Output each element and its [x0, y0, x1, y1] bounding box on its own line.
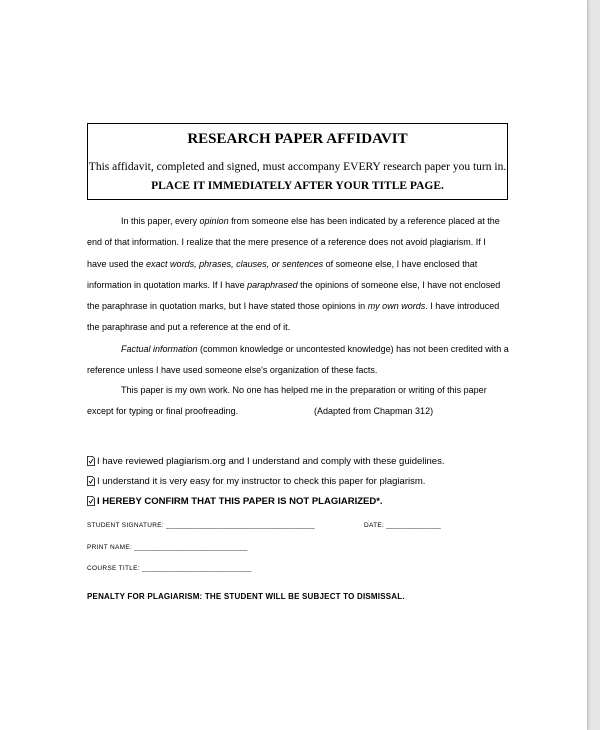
source-citation: (Adapted from Chapman 312) — [314, 406, 434, 416]
para1-line1: In this paper, every opinion from someone else has been indicated by a reference placed at the — [121, 216, 500, 226]
penalty-notice: PENALTY FOR PLAGIARISM: THE STUDENT WILL BE SUBJECT TO DISMISSAL. — [87, 592, 405, 601]
course-title-field[interactable]: COURSE TITLE: ____________________________ — [87, 565, 252, 572]
print-name-field[interactable]: PRINT NAME: _____________________________ — [87, 544, 248, 551]
check-item-label: I HEREBY CONFIRM THAT THIS PAPER IS NOT PLAGIARIZED*. — [97, 496, 383, 507]
document-icon — [87, 476, 95, 490]
para1-line5: the paraphrase in quotation marks, but I have stated those opinions in my own words. I have introduced — [87, 301, 500, 311]
title-box — [87, 123, 508, 200]
para2-line2: reference unless I have used someone else's organization of these facts. — [87, 365, 378, 375]
para1-line2: end of that information. I realize that the mere presence of a reference does not avoid plagiarism. If I — [87, 237, 486, 247]
intro-text: This affidavit, completed and signed, must accompany EVERY research paper you turn in. — [88, 161, 507, 173]
check-item-label: I understand it is very easy for my instructor to check this paper for plagiarism. — [97, 476, 426, 487]
document-icon — [87, 496, 95, 510]
para3-line2: except for typing or final proofreading. — [87, 406, 239, 416]
para2-line1: Factual information (common knowledge or uncontested knowledge) has not been credited with a — [121, 344, 509, 354]
para1-line4: information in quotation marks. If I have paraphrased the opinions of someone else, I have not enclosed — [87, 280, 501, 290]
date-field[interactable]: DATE: ______________ — [364, 522, 442, 529]
check-item-label: I have reviewed plagiarism.org and I understand and comply with these guidelines. — [97, 456, 445, 467]
para3-line1: This paper is my own work. No one has helped me in the preparation or writing of this paper — [121, 385, 487, 395]
check-item-3[interactable] — [87, 496, 383, 510]
check-item-1[interactable] — [87, 456, 444, 470]
page-title: RESEARCH PAPER AFFIDAVIT — [187, 131, 408, 147]
signature-field[interactable]: STUDENT SIGNATURE: ______________________________________ — [87, 522, 315, 529]
check-item-2[interactable] — [87, 476, 425, 490]
para1-line6: the paraphrase and put a reference at the end of it. — [87, 322, 291, 332]
placement-instruction: PLACE IT IMMEDIATELY AFTER YOUR TITLE PAGE. — [151, 180, 444, 192]
document-icon — [87, 456, 95, 470]
para1-line3: have used the exact words, phrases, clauses, or sentences of someone else, I have enclosed that — [87, 259, 478, 269]
